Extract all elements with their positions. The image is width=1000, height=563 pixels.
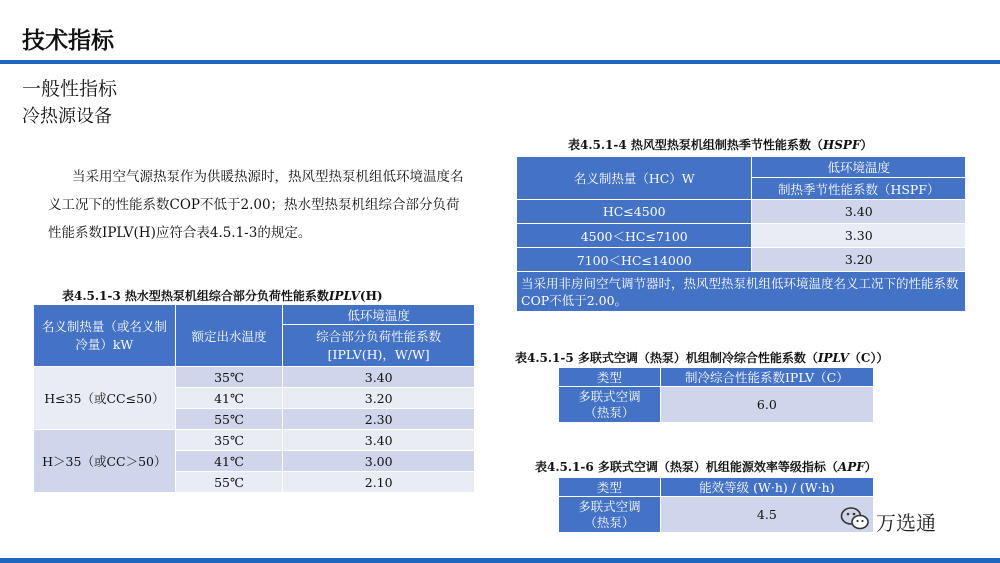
table3-group-label: H＞35（或CC＞50） [34, 430, 176, 493]
table3-temp-cell: 55℃ [175, 472, 283, 493]
table5 [558, 367, 874, 423]
table4-range-cell: 4500＜HC≤7100 [517, 224, 752, 248]
table6-caption-italic: APF [837, 460, 865, 474]
table3-col2-header: 额定出水温度 [175, 305, 283, 367]
table3 [33, 304, 475, 493]
table5-col2-header: 制冷综合性能系数IPLV（C） [660, 368, 873, 387]
watermark-text: 万选通 [876, 510, 936, 535]
table5-caption-prefix: 表4.5.1-5 多联式空调（热泵）机组制冷综合性能系数（ [515, 351, 818, 365]
table3-caption-prefix: 表4.5.1-3 热水型热泵机组综合部分负荷性能系数 [62, 289, 329, 303]
table5-row-value: 6.0 [660, 387, 873, 423]
table6-caption [535, 458, 877, 475]
bottom-bar [0, 558, 1000, 563]
table3-temp-cell: 55℃ [175, 409, 283, 430]
table3-temp-cell: 41℃ [175, 451, 283, 472]
table3-caption-italic: IPLV [328, 289, 360, 303]
table6-caption-suffix: ） [864, 460, 877, 474]
table3-value-cell: 2.10 [283, 472, 475, 493]
table3-col1-header: 名义制热量（或名义制冷量）kW [34, 305, 176, 367]
table3-temp-cell: 41℃ [175, 388, 283, 409]
table3-temp-cell: 35℃ [175, 430, 283, 451]
table3-group-label: H≤35（或CC≤50） [34, 367, 176, 430]
title-underline [0, 60, 1000, 64]
table4-col1-header: 名义制热量（HC）W [517, 157, 752, 200]
table3-value-cell: 3.20 [283, 388, 475, 409]
table5-caption-italic: IPLV [817, 351, 849, 365]
table4-value-cell: 3.20 [752, 248, 966, 272]
table6-row-label: 多联式空调（热泵） [559, 497, 661, 533]
wechat-icon [840, 506, 870, 536]
table4-value-cell: 3.40 [752, 200, 966, 224]
table6 [558, 477, 874, 533]
table3-col3-header: 综合部分负荷性能系数[IPLV(H)，W/W] [283, 325, 475, 367]
table3-value-cell: 3.40 [283, 367, 475, 388]
table5-caption [515, 349, 888, 366]
table4-range-cell: 7100＜HC≤14000 [517, 248, 752, 272]
table3-caption-suffix: (H) [359, 289, 383, 303]
section-heading: 一般性指标 [22, 78, 118, 100]
table4-col2-header: 制热季节性能系数（HSPF） [752, 178, 966, 200]
table5-col1-header: 类型 [559, 368, 661, 387]
table3-value-cell: 2.30 [283, 409, 475, 430]
table3-temp-cell: 35℃ [175, 367, 283, 388]
table3-value-cell: 3.40 [283, 430, 475, 451]
table6-col1-header: 类型 [559, 478, 661, 497]
table6-row-value: 4.5 [660, 497, 873, 533]
table4-caption [568, 136, 872, 153]
intro-paragraph: 当采用空气源热泵作为供暖热源时，热风型热泵机组低环境温度名义工况下的性能系数COP不低于2.00；热水型热泵机组综合部分负荷性能系数IPLV(H)应符合表4.5.1-3的规定。 [48, 169, 464, 241]
table4 [516, 156, 966, 312]
table4-caption-suffix: ） [860, 138, 873, 152]
watermark [840, 506, 936, 536]
table3-caption [62, 287, 383, 304]
section-subheading: 冷热源设备 [22, 106, 112, 127]
table4-caption-italic: HSPF [822, 138, 861, 152]
table4-note: 当采用非房间空气调节器时，热风型热泵机组低环境温度名义工况下的性能系数COP不低于2.00。 [517, 272, 966, 312]
table6-col2-header: 能效等级 (W·h) / (W·h) [660, 478, 873, 497]
table5-row-label: 多联式空调（热泵） [559, 387, 661, 423]
table6-caption-prefix: 表4.5.1-6 多联式空调（热泵）机组能源效率等级指标（ [535, 460, 838, 474]
table4-range-cell: HC≤4500 [517, 200, 752, 224]
table4-caption-prefix: 表4.5.1-4 热风型热泵机组制热季节性能系数（ [568, 138, 823, 152]
table4-group-header: 低环境温度 [752, 157, 966, 178]
table4-value-cell: 3.30 [752, 224, 966, 248]
table5-caption-suffix: （C）） [848, 351, 889, 365]
table3-group-header: 低环境温度 [283, 305, 475, 325]
page-title: 技术指标 [22, 28, 114, 54]
table3-value-cell: 3.00 [283, 451, 475, 472]
